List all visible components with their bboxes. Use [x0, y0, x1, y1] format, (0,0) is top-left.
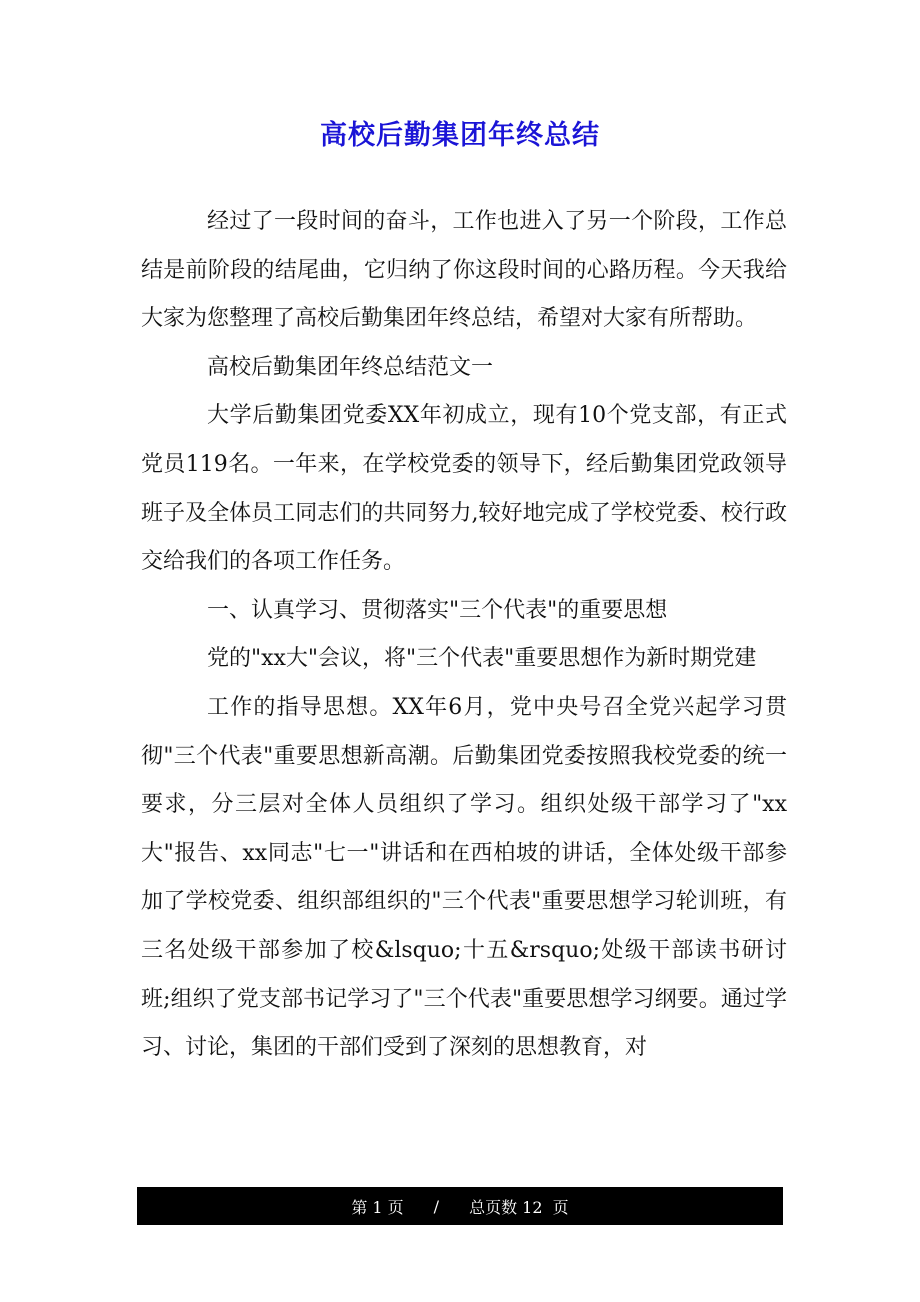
paragraph-intro: 经过了一段时间的奋斗，工作也进入了另一个阶段，工作总结是前阶段的结尾曲，它归纳了你这段时间的心路历程。今天我给大家为您整理了高校后勤集团年终总结，希望对大家有所帮助。 — [141, 209, 787, 332]
page-number: 第 1 页 — [351, 1197, 404, 1217]
paragraph-guiding-thought: 工作的指导思想。XX年6月，党中央号召全党兴起学习贯彻"三个代表"重要思想新高潮。后勤集团党委按照我校党委的统一要求，分三层对全体人员组织了学习。组织处级干部学习了"xx大"报告、xx同志"七一"讲话和在西柏坡的讲话，全体处级干部参加了学校党委、组织部组织的"三个代表"重要思想学习轮训班，有三名处级干部参加了校&lsquo;十五&rsquo;处级干部读书研讨班;组织了党支部书记学习了"三个代表"重要思想学习纲要。通过学习、讨论，集团的干部们受到了深刻的思想教育，对 — [141, 694, 787, 1061]
page-footer — [137, 1187, 783, 1225]
total-pages: 总页数 12 页 — [469, 1197, 569, 1217]
document-title: 高校后勤集团年终总结 — [320, 120, 600, 151]
paragraph-party-meeting: 党的"xx大"会议，将"三个代表"重要思想作为新时期党建 — [207, 646, 757, 672]
paragraph-overview: 大学后勤集团党委XX年初成立，现有10个党支部，有正式党员119名。一年来，在学校党委的领导下，经后勤集团党政领导班子及全体员工同志们的共同努力,较好地完成了学校党委、校行政交给我们的各项工作任务。 — [141, 403, 787, 575]
page-separator: / — [433, 1196, 440, 1216]
paragraph-subtitle: 高校后勤集团年终总结范文一 — [207, 354, 494, 380]
document-body — [141, 198, 787, 1073]
section-heading: 一、认真学习、贯彻落实"三个代表"的重要思想 — [207, 597, 668, 623]
